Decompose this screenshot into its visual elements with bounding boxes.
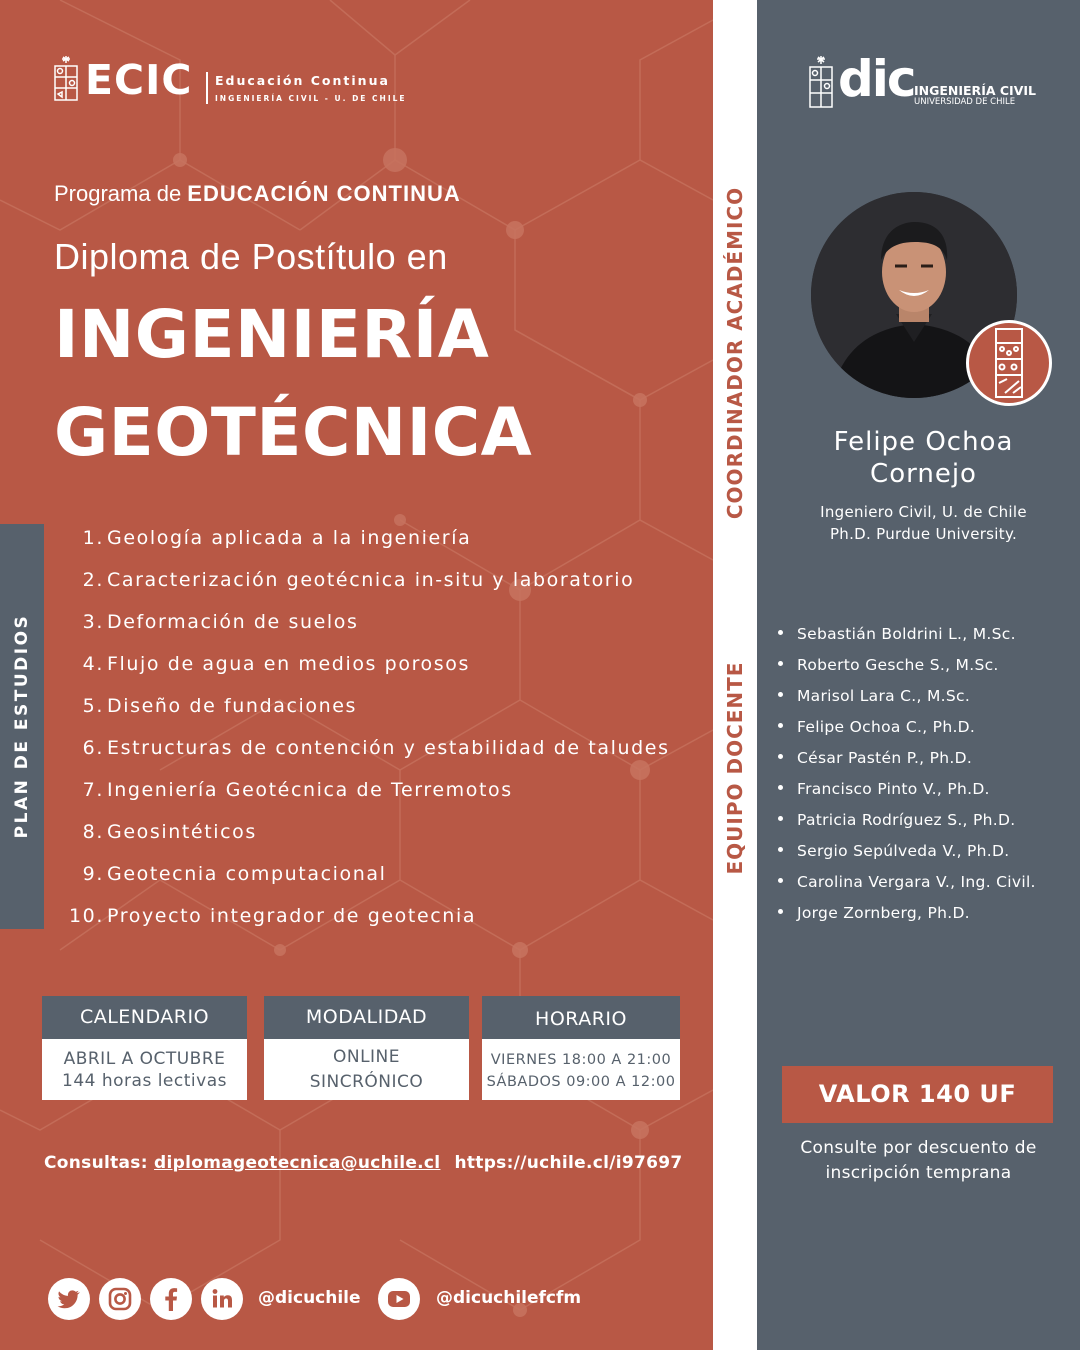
team-member-name: César Pastén P., Ph.D. [797, 749, 973, 767]
team-member [778, 904, 970, 922]
university-seal-icon [808, 54, 834, 110]
team-member [778, 780, 990, 798]
course-title: Caracterización geotécnica in-situ y laboratorio [107, 569, 635, 591]
bullet-icon [778, 847, 783, 852]
team-member [778, 656, 999, 674]
team-member-name: Carolina Vergara V., Ing. Civil. [797, 873, 1036, 891]
schedule-friday: VIERNES 18:00 A 21:00 [490, 1052, 672, 1068]
team-member [778, 873, 1036, 891]
team-member-name: Sergio Sepúlveda V., Ph.D. [797, 842, 1010, 860]
contact-email-link[interactable]: diplomageotecnica@uchile.cl [154, 1153, 441, 1173]
university-seal-icon [53, 54, 79, 104]
ecic-wordmark: ECIC [85, 56, 193, 104]
instagram-icon [99, 1278, 141, 1320]
team-member-name: Marisol Lara C., M.Sc. [797, 687, 971, 705]
course-title: Ingeniería Geotécnica de Terremotos [107, 779, 513, 801]
course-number: 4. [82, 653, 104, 675]
coordinator-name-line2: Cornejo [870, 459, 977, 489]
bullet-icon [778, 816, 783, 821]
calendar-header: CALENDARIO [42, 996, 247, 1039]
course-number: 7. [82, 779, 104, 801]
team-member-name: Sebastián Boldrini L., M.Sc. [797, 625, 1016, 643]
twitter-icon [48, 1278, 90, 1320]
price-note-line1: Consulte por descuento de [800, 1138, 1037, 1158]
contact-url-link[interactable]: https://uchile.cl/i97697 [454, 1153, 683, 1173]
course-title: Geotecnia computacional [107, 863, 387, 885]
bullet-icon [778, 723, 783, 728]
schedule-saturday: SÁBADOS 09:00 A 12:00 [486, 1074, 676, 1090]
contact-label: Consultas: [44, 1153, 155, 1173]
modality-box [264, 996, 469, 1100]
youtube-icon [378, 1278, 420, 1320]
course-title: Flujo de agua en medios porosos [107, 653, 471, 675]
course-number: 10. [68, 905, 104, 927]
dic-subtitle: INGENIERÍA CIVIL [914, 83, 1036, 98]
course-number: 5. [82, 695, 104, 717]
geotechnics-badge [966, 320, 1052, 406]
schedule-box [482, 996, 680, 1100]
modality-type: ONLINE [332, 1047, 401, 1067]
modality-body [264, 1039, 469, 1095]
contact-line [44, 1153, 683, 1173]
coordinator-section-label: COORDINADOR ACADÉMICO [723, 186, 747, 520]
modality-header: MODALIDAD [264, 996, 469, 1039]
team-member-name: Francisco Pinto V., Ph.D. [797, 780, 990, 798]
price-badge: VALOR 140 UF [782, 1066, 1053, 1123]
instagram-link[interactable] [99, 1278, 141, 1320]
program-prefix-bold: EDUCACIÓN CONTINUA [187, 181, 461, 206]
twitter-link[interactable] [48, 1278, 90, 1320]
linkedin-link[interactable] [201, 1278, 243, 1320]
team-member [778, 842, 1010, 860]
course-number: 1. [82, 527, 104, 549]
price-note [757, 1136, 1080, 1186]
team-member [778, 749, 972, 767]
bullet-icon [778, 785, 783, 790]
logo-divider [206, 72, 208, 104]
ecic-department: INGENIERÍA CIVIL - U. DE CHILE [215, 94, 407, 103]
team-member-name: Roberto Gesche S., M.Sc. [797, 656, 999, 674]
ecic-subtitle: Educación Continua [215, 73, 390, 88]
coordinator-name-line1: Felipe Ochoa [833, 427, 1014, 457]
team-member [778, 687, 970, 705]
dic-wordmark: dic [838, 50, 915, 108]
bullet-icon [778, 909, 783, 914]
team-member-name: Jorge Zornberg, Ph.D. [797, 904, 970, 922]
coordinator-credential-2: Ph.D. Purdue University. [829, 525, 1018, 543]
calendar-months: ABRIL A OCTUBRE [63, 1049, 226, 1069]
course-title: Deformación de suelos [107, 611, 359, 633]
bullet-icon [778, 754, 783, 759]
calendar-body [42, 1039, 247, 1092]
bullet-icon [778, 692, 783, 697]
program-prefix: Programa de [54, 181, 188, 206]
price-note-line2: inscripción temprana [825, 1163, 1012, 1183]
dic-university: UNIVERSIDAD DE CHILE [914, 97, 1016, 107]
course-title: Estructuras de contención y estabilidad de taludes [107, 737, 670, 759]
course-number: 8. [82, 821, 104, 843]
course-title: Geosintéticos [107, 821, 257, 843]
diploma-subtitle: Diploma de Postítulo en [54, 236, 448, 277]
dic-logo [808, 50, 1038, 114]
course-title: Geología aplicada a la ingeniería [107, 527, 472, 549]
linkedin-icon [201, 1278, 243, 1320]
social-handle-primary: @dicuchile [258, 1288, 361, 1308]
right-panel [757, 0, 1080, 1350]
coordinator-credential-1: Ingeniero Civil, U. de Chile [820, 503, 1027, 521]
course-number: 3. [82, 611, 104, 633]
calendar-hours: 144 horas lectivas [62, 1071, 227, 1091]
team-member [778, 625, 1016, 643]
soil-layers-icon [969, 323, 1049, 403]
team-section-label: EQUIPO DOCENTE [723, 661, 747, 875]
team-member-name: Patricia Rodríguez S., Ph.D. [797, 811, 1016, 829]
schedule-body [482, 1039, 680, 1093]
plan-de-estudios-tab [0, 524, 44, 929]
youtube-link[interactable] [378, 1278, 420, 1320]
program-label [54, 181, 461, 207]
team-member-name: Felipe Ochoa C., Ph.D. [797, 718, 976, 736]
ecic-logo [53, 54, 423, 106]
course-title: Proyecto integrador de geotecnia [107, 905, 477, 927]
plan-tab-label: PLAN DE ESTUDIOS [12, 613, 32, 839]
bullet-icon [778, 878, 783, 883]
facebook-link[interactable] [150, 1278, 192, 1320]
course-number: 6. [82, 737, 104, 759]
social-handle-youtube: @dicuchilefcfm [436, 1288, 582, 1308]
vertical-label-strip [713, 0, 757, 1350]
calendar-box [42, 996, 247, 1100]
page-title-line2: GEOTÉCNICA [54, 394, 533, 471]
team-member [778, 718, 975, 736]
bullet-icon [778, 661, 783, 666]
course-title: Diseño de fundaciones [107, 695, 358, 717]
schedule-header: HORARIO [482, 996, 680, 1039]
bullet-icon [778, 630, 783, 635]
course-number: 2. [82, 569, 104, 591]
facebook-icon [150, 1278, 192, 1320]
page-title-line1: INGENIERÍA [54, 296, 490, 373]
modality-sync: SINCRÓNICO [309, 1072, 424, 1092]
course-number: 9. [82, 863, 104, 885]
team-member [778, 811, 1015, 829]
